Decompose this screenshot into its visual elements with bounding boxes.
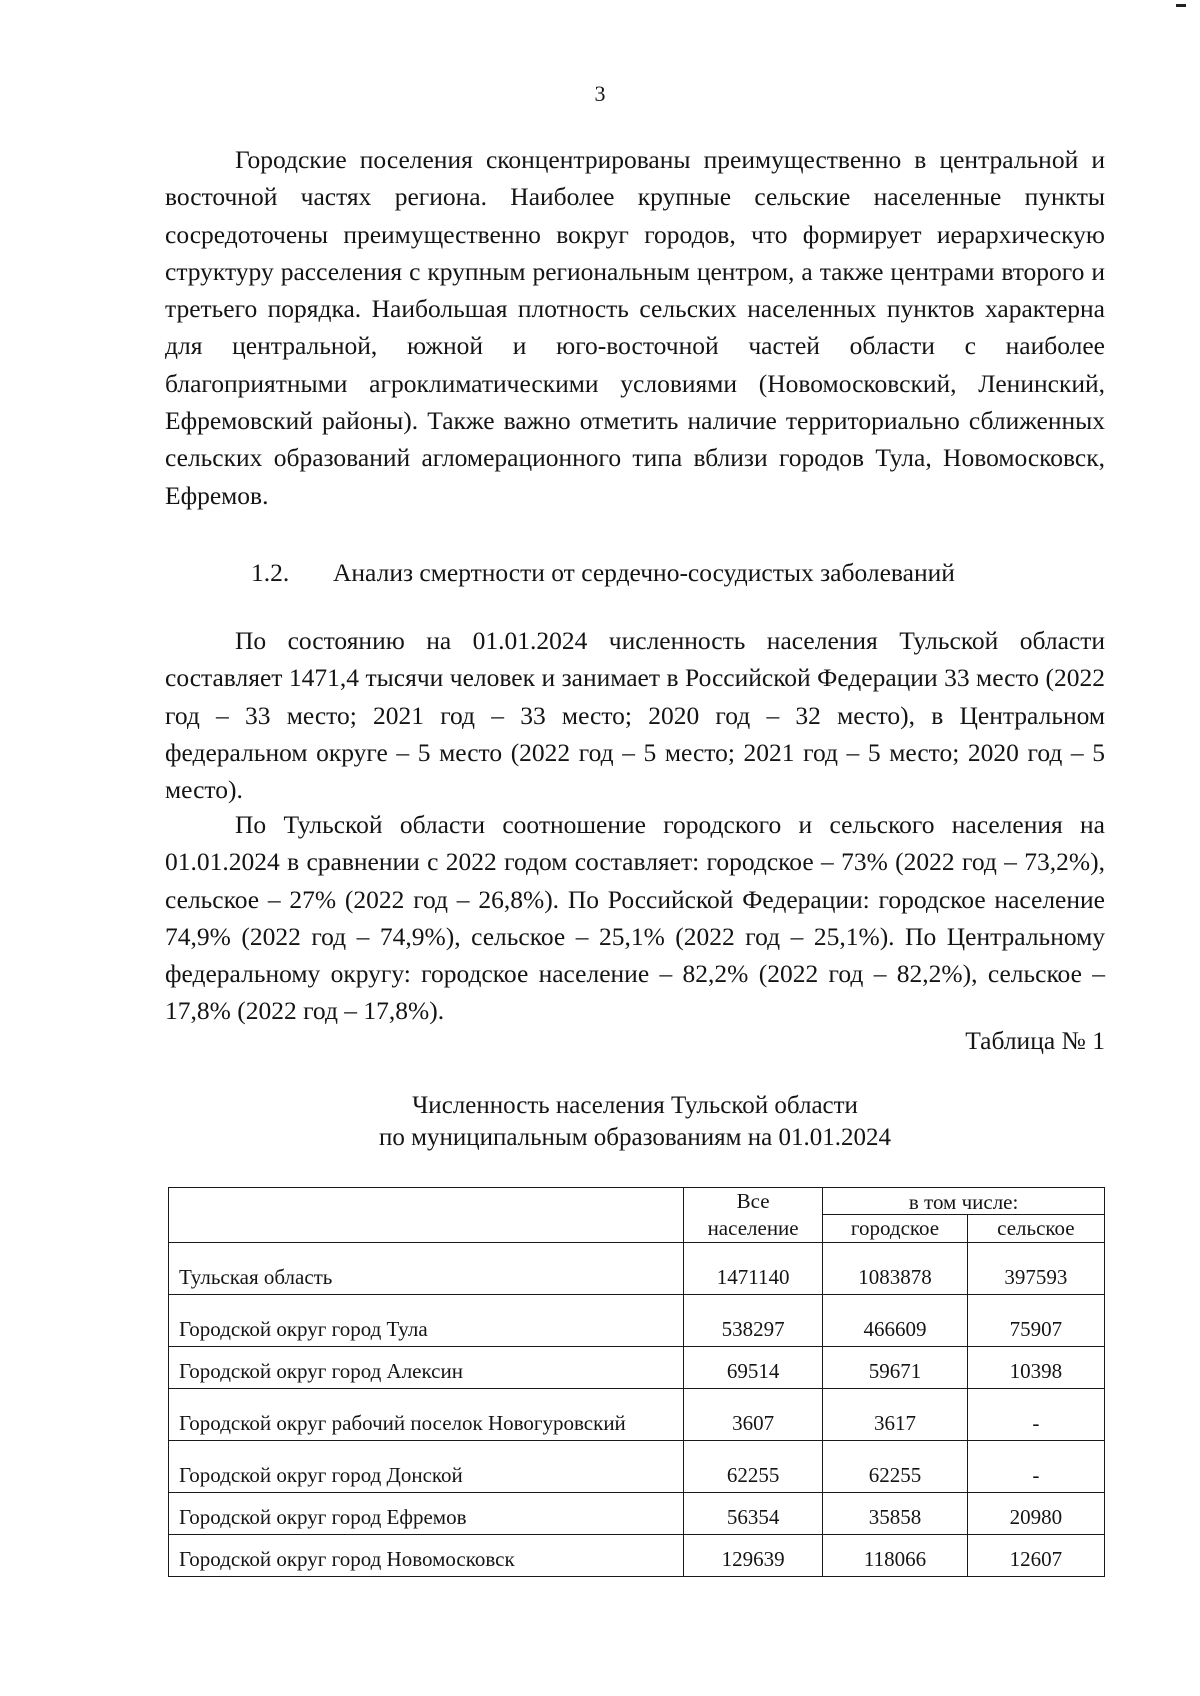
- row-rural: 397593: [967, 1243, 1104, 1295]
- table-row: [169, 1243, 1105, 1295]
- row-name: Городской округ город Алексин: [169, 1347, 684, 1389]
- population-table: [168, 1187, 1105, 1577]
- row-all: 129639: [683, 1535, 822, 1577]
- header-all-line-1: Все: [736, 1189, 770, 1213]
- table-row: [169, 1535, 1105, 1577]
- corner-mark: [1176, 4, 1186, 7]
- row-urban: 35858: [823, 1493, 968, 1535]
- table-label: Таблица № 1: [965, 1026, 1105, 1055]
- row-rural: 10398: [967, 1347, 1104, 1389]
- row-urban: 118066: [823, 1535, 968, 1577]
- row-all: 62255: [683, 1441, 822, 1493]
- row-rural: -: [967, 1389, 1104, 1441]
- header-all-line-2: население: [707, 1216, 799, 1240]
- row-name: Городской округ город Ефремов: [169, 1493, 684, 1535]
- row-rural: 20980: [967, 1493, 1104, 1535]
- row-all: 538297: [683, 1295, 822, 1347]
- table-row: [169, 1441, 1105, 1493]
- row-rural: 75907: [967, 1295, 1104, 1347]
- table-header-row: [169, 1188, 1105, 1215]
- section-number: 1.2.: [251, 558, 290, 587]
- table-title-line-2: по муниципальным образованиям на 01.01.2024: [379, 1124, 891, 1151]
- table-title: [165, 1090, 1105, 1154]
- row-urban: 62255: [823, 1441, 968, 1493]
- table-row: [169, 1389, 1105, 1441]
- header-name-cell: [169, 1188, 684, 1243]
- row-name: Городской округ город Новомосковск: [169, 1535, 684, 1577]
- header-group: в том числе:: [823, 1188, 1105, 1215]
- page-number: 3: [594, 81, 606, 106]
- row-urban: 466609: [823, 1295, 968, 1347]
- paragraph-settlements: [165, 141, 1105, 514]
- table-title-line-1: Численность населения Тульской области: [412, 1092, 858, 1119]
- paragraph-text: Городские поселения сконцентрированы преимущественно в центральной и восточной частях региона. Наиболее крупные сельские населенные пункты сосредоточены преимущественно вокруг городов, что формирует иерархическую структуру расселения с крупным региональным центром, а также центрами второго и третьего порядка. Наибольшая плотность сельских населенных пунктов характерна для центральной, южной и юго-восточной частей области с наиболее благоприятными агроклиматическими условиями (Новомосковский, Ленинский, Ефремовский районы). Также важно отметить наличие территориально сближенных сельских образований агломерационного типа вблизи городов Тула, Новомосковск, Ефремов.: [165, 145, 1105, 510]
- paragraph-text: По состоянию на 01.01.2024 численность населения Тульской области составляет 1471,4 тысячи человек и занимает в Российской Федерации 33 место (2022 год – 33 место; 2021 год – 33 место; 2020 год – 32 место), в Центральном федеральном округе – 5 место (2022 год – 5 место; 2021 год – 5 место; 2020 год – 5 место).: [165, 626, 1105, 805]
- table-row: [169, 1493, 1105, 1535]
- section-title: Анализ смертности от сердечно-сосудистых заболеваний: [333, 558, 955, 587]
- table-row: [169, 1295, 1105, 1347]
- row-all: 56354: [683, 1493, 822, 1535]
- row-name: Городской округ город Донской: [169, 1441, 684, 1493]
- section-heading: [251, 556, 955, 590]
- row-all: 1471140: [683, 1243, 822, 1295]
- row-name: Городской округ город Тула: [169, 1295, 684, 1347]
- paragraph-population: [165, 622, 1105, 808]
- row-rural: 12607: [967, 1535, 1104, 1577]
- row-name: Городской округ рабочий поселок Новогуровский: [169, 1389, 684, 1441]
- header-urban: городское: [823, 1215, 968, 1243]
- table-row: [169, 1347, 1105, 1389]
- row-urban: 1083878: [823, 1243, 968, 1295]
- paragraph-text: По Тульской области соотношение городского и сельского населения на 01.01.2024 в сравнении с 2022 годом составляет: городское – 73% (2022 год – 73,2%), сельское – 27% (2022 год – 26,8%). По Российской Федерации: городское население 74,9% (2022 год – 74,9%), сельское – 25,1% (2022 год – 25,1%). По Центральному федеральному округу: городское население – 82,2% (2022 год – 82,2%), сельское – 17,8% (2022 год – 17,8%).: [165, 810, 1105, 1026]
- row-all: 3607: [683, 1389, 822, 1441]
- row-name: Тульская область: [169, 1243, 684, 1295]
- header-all-population: [683, 1188, 822, 1243]
- row-urban: 59671: [823, 1347, 968, 1389]
- paragraph-urban-rural: [165, 806, 1105, 1030]
- header-rural: сельское: [967, 1215, 1104, 1243]
- row-urban: 3617: [823, 1389, 968, 1441]
- row-rural: -: [967, 1441, 1104, 1493]
- row-all: 69514: [683, 1347, 822, 1389]
